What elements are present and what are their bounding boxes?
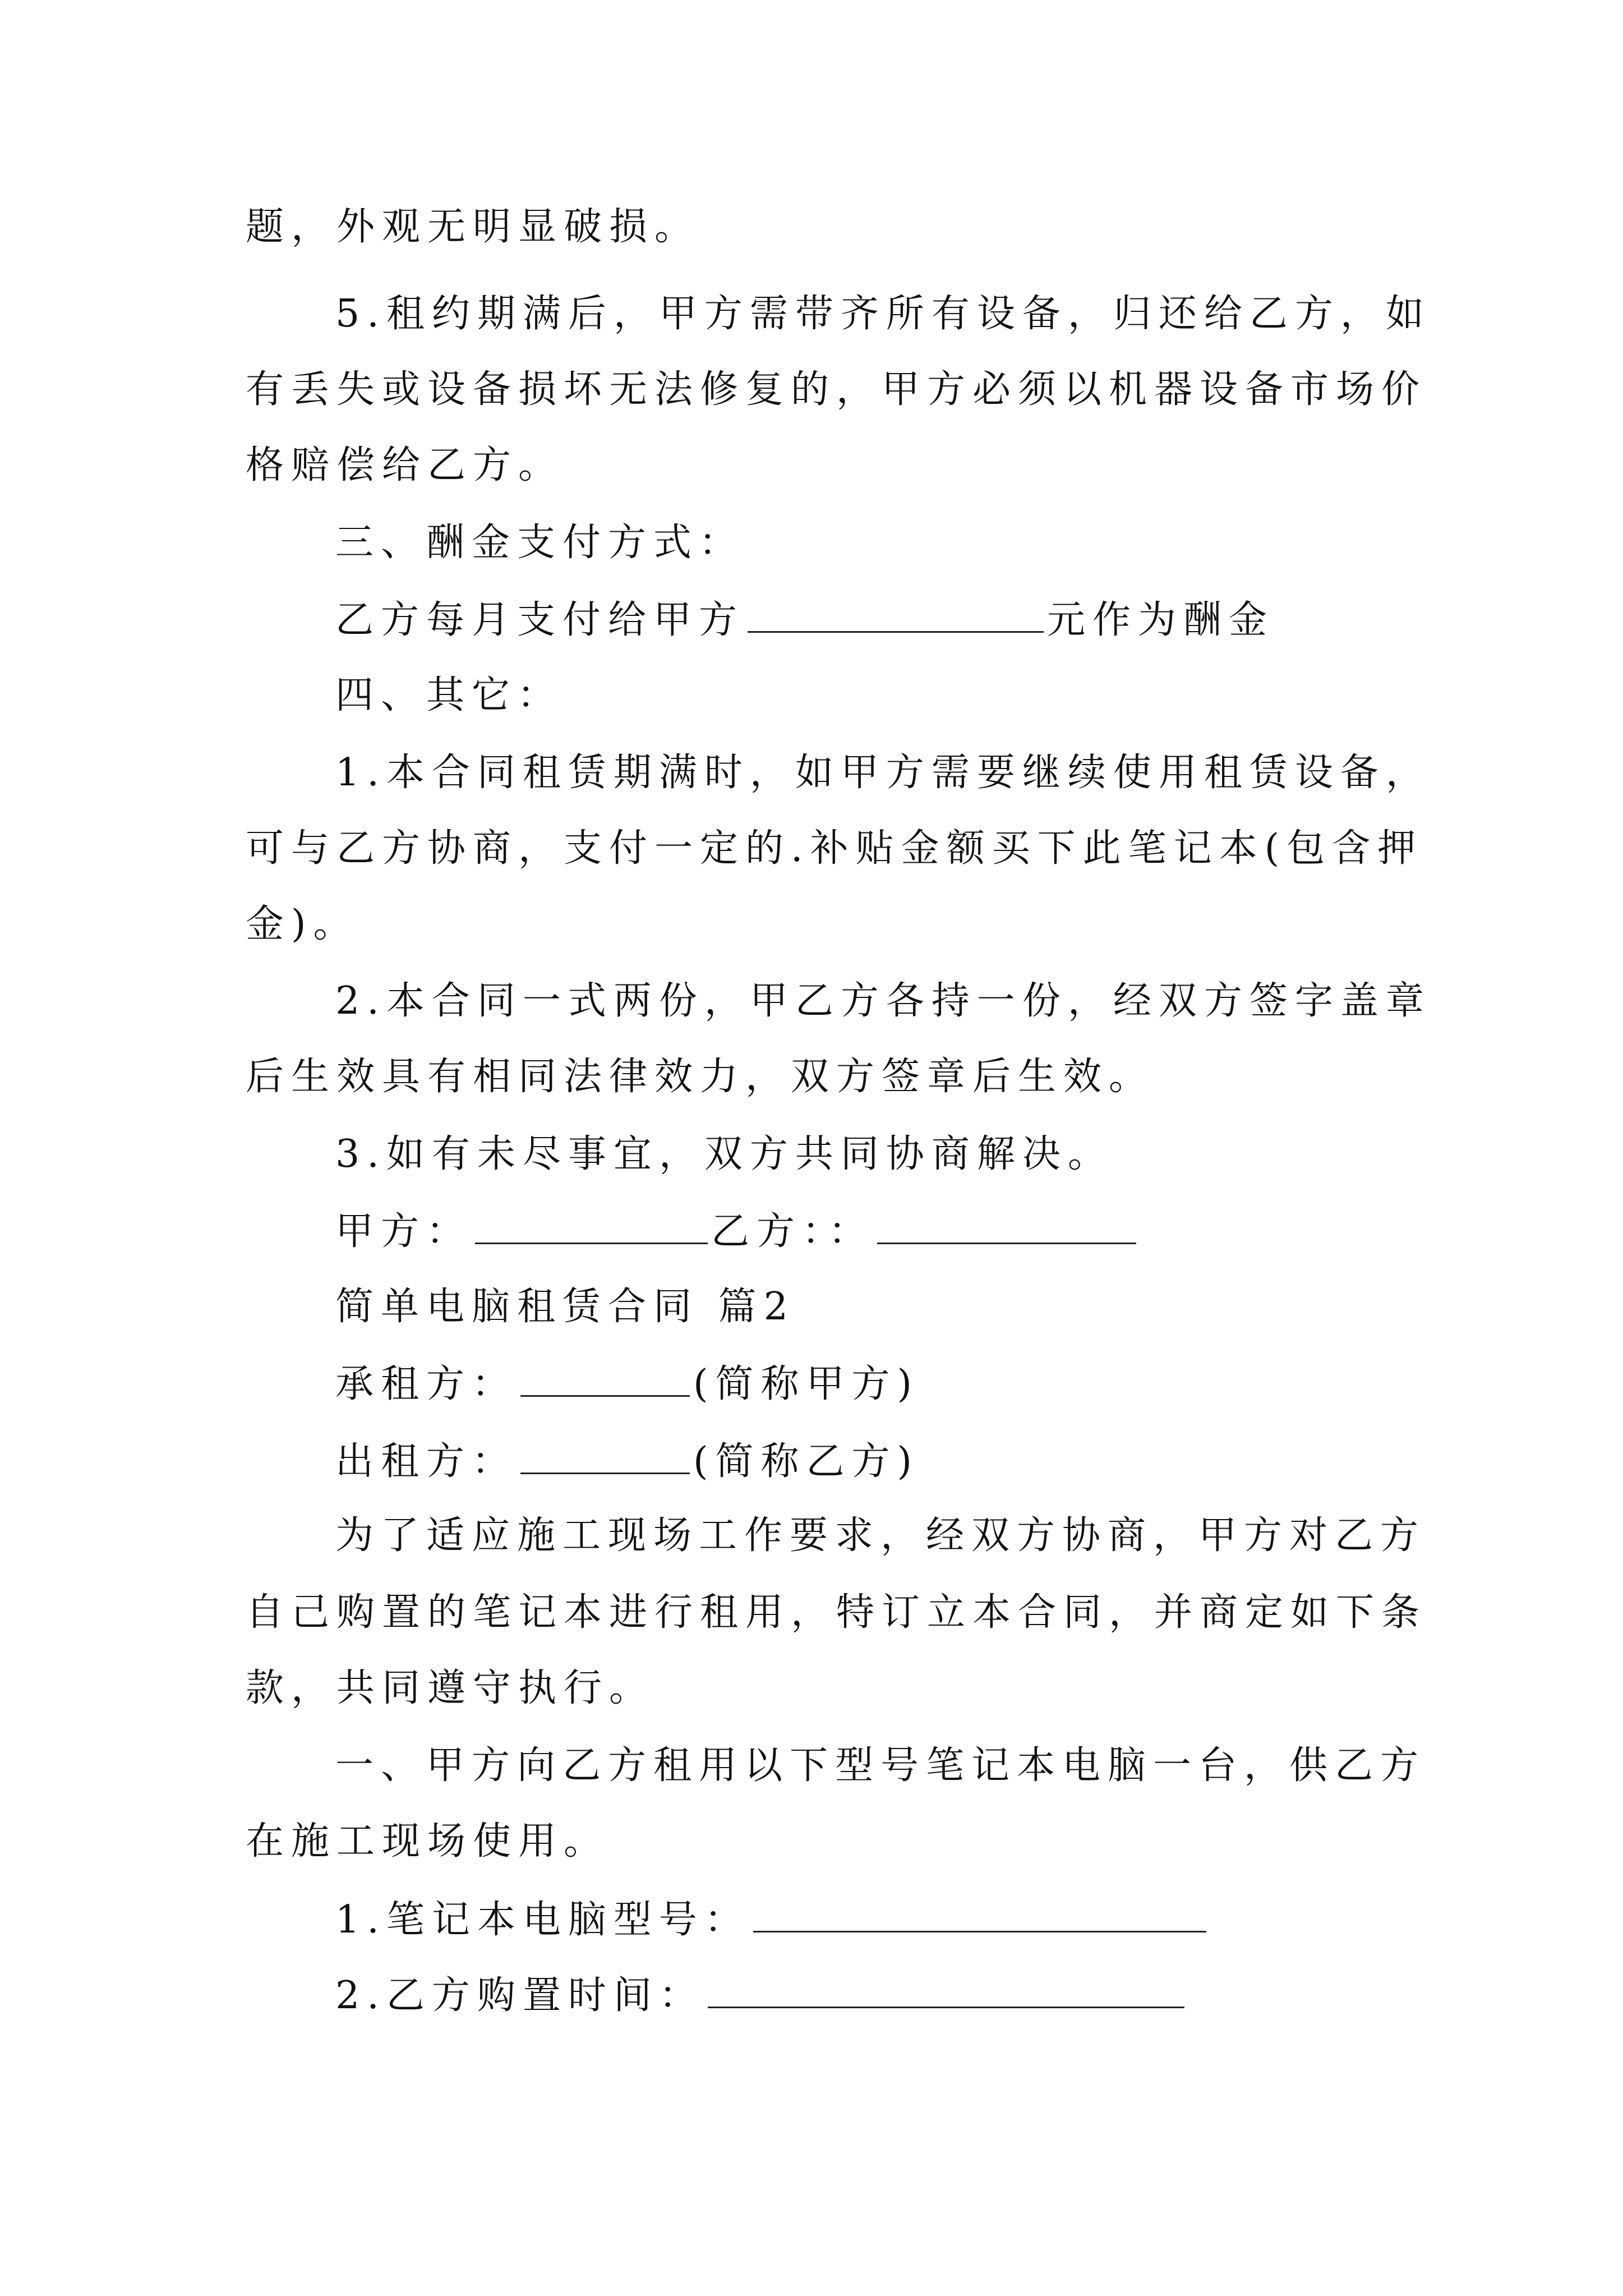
party-b-blank (877, 1202, 1136, 1244)
paragraph-line: 格赔偿给乙方。 (246, 443, 564, 487)
paragraph-line: 一、甲方向乙方租用以下型号笔记本电脑一台，供乙方 (335, 1743, 1426, 1788)
paragraph-line: 后生效具有相同法律效力，双方签章后生效。 (246, 1055, 1155, 1099)
purchase-date-blank (708, 1966, 1184, 2008)
paragraph-line: 题，外观无明显破损。 (246, 205, 700, 249)
section-heading: 三、酬金支付方式： (335, 521, 745, 565)
paragraph-line: 1.本合同租赁期满时，如甲方需要继续使用租赁设备， (335, 751, 1431, 795)
paragraph-line: 5.租约期满后，甲方需带齐所有设备，归还给乙方，如 (335, 292, 1431, 336)
lessee-line: 承租方： (简称甲方) (0, 1355, 1623, 1411)
item-line: 1.笔记本电脑型号： (0, 1890, 1623, 1947)
paragraph-line: 有丢失或设备损坏无法修复的，甲方必须以机器设备市场价 (246, 367, 1427, 412)
paragraph-line: 自己购置的笔记本进行租用，特订立本合同，并商定如下条 (246, 1590, 1427, 1635)
section-heading: 四、其它： (335, 673, 563, 717)
paragraph-line: 3.如有未尽事宜，双方共同协商解决。 (335, 1132, 1113, 1176)
paragraph-line: 金)。 (246, 902, 359, 946)
paragraph-line: 可与乙方协商，支付一定的.补贴金额买下此笔记本(包含押 (246, 826, 1423, 871)
item-line: 2.乙方购置时间： (0, 1966, 1623, 2022)
amount-blank (748, 591, 1044, 633)
paragraph-line: 在施工现场使用。 (246, 1819, 610, 1864)
signature-line: 甲方： 乙方：： (0, 1202, 1623, 1258)
contract-title: 简单电脑租赁合同 篇2 (335, 1285, 795, 1329)
lessor-line: 出租方： (简称乙方) (0, 1432, 1623, 1488)
model-blank (753, 1890, 1206, 1932)
paragraph-line: 为了适应施工现场工作要求，经双方协商，甲方对乙方 (335, 1513, 1426, 1558)
payment-line: 乙方每月支付给甲方 元作为酬金 (0, 591, 1623, 647)
lessor-blank (520, 1432, 690, 1474)
lessee-blank (520, 1355, 690, 1397)
paragraph-line: 款，共同遵守执行。 (246, 1666, 655, 1710)
party-a-blank (475, 1202, 708, 1244)
paragraph-line: 2.本合同一式两份，甲乙方各持一份，经双方签字盖章 (335, 979, 1431, 1023)
